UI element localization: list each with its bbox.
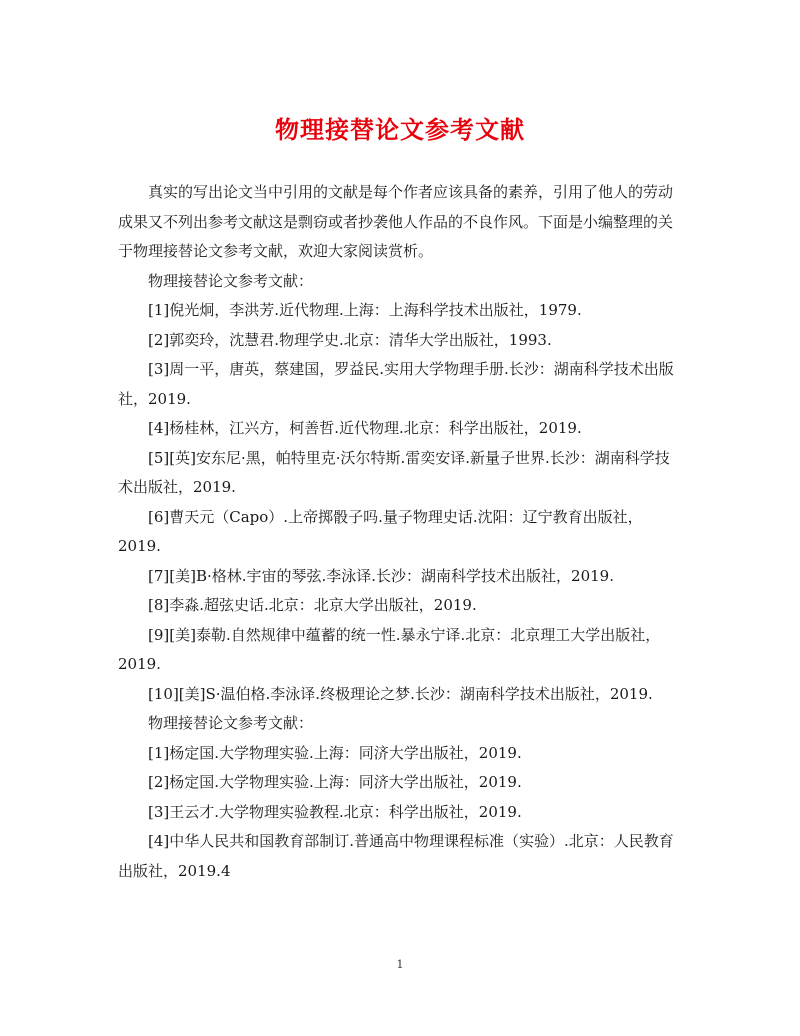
reference-item: [1]杨定国.大学物理实验.上海：同济大学出版社，2019. [148,743,522,762]
reference-item: [4]中华人民共和国教育部制订.普通高中物理课程标准（实验）.北京：人民教育出版社，2019.4 [118,832,674,880]
reference-item: [5][英]安东尼·黑，帕特里克·沃尔特斯.雷奕安译.新量子世界.长沙：湖南科学技术出版社，2019. [118,448,670,496]
reference-item: [1]倪光炯，李洪芳.近代物理.上海：上海科学技术出版社，1979. [148,301,582,319]
reference-item: [10][美]S·温伯格.李泳译.终极理论之梦.长沙：湖南科学技术出版社，2019. [148,684,653,703]
reference-item: [7][美]B·格林.宇宙的琴弦.李泳译.长沙：湖南科学技术出版社，2019. [148,566,614,585]
reference-item: [3]周一平，唐英，蔡建国，罗益民.实用大学物理手册.长沙：湖南科学技术出版社，2019. [118,360,674,408]
section-heading: 物理接替论文参考文献： [148,714,314,732]
document-title: 物理接替论文参考文献 [275,115,525,144]
reference-item: [3]王云才.大学物理实验教程.北京：科学出版社，2019. [148,802,522,821]
page-number: 1 [396,958,404,971]
reference-item: [8]李淼.超弦史话.北京：北京大学出版社，2019. [148,596,477,614]
reference-item: [2]杨定国.大学物理实验.上海：同济大学出版社，2019. [148,773,522,791]
reference-item: [4]杨桂林，江兴方，柯善哲.近代物理.北京：科学出版社，2019. [148,419,582,437]
reference-item: [6]曹天元（Capo）.上帝掷骰子吗.量子物理史话.沈阳：辽宁教育出版社，2019. [118,507,643,555]
intro-paragraph: 真实的写出论文当中引用的文献是每个作者应该具备的素养，引用了他人的劳动成果又不列出参考文献这是剽窃或者抄袭他人作品的不良作风。下面是小编整理的关于物理接替论文参考文献，欢迎大家阅读赏析。 [118,183,674,260]
reference-item: [9][美]泰勒.自然规律中蕴蓄的统一性.暴永宁译.北京：北京理工大学出版社，2019. [118,625,661,673]
reference-item: [2]郭奕玲，沈慧君.物理学史.北京：清华大学出版社，1993. [148,330,552,349]
section-heading: 物理接替论文参考文献： [148,271,314,290]
document-body [118,178,684,886]
